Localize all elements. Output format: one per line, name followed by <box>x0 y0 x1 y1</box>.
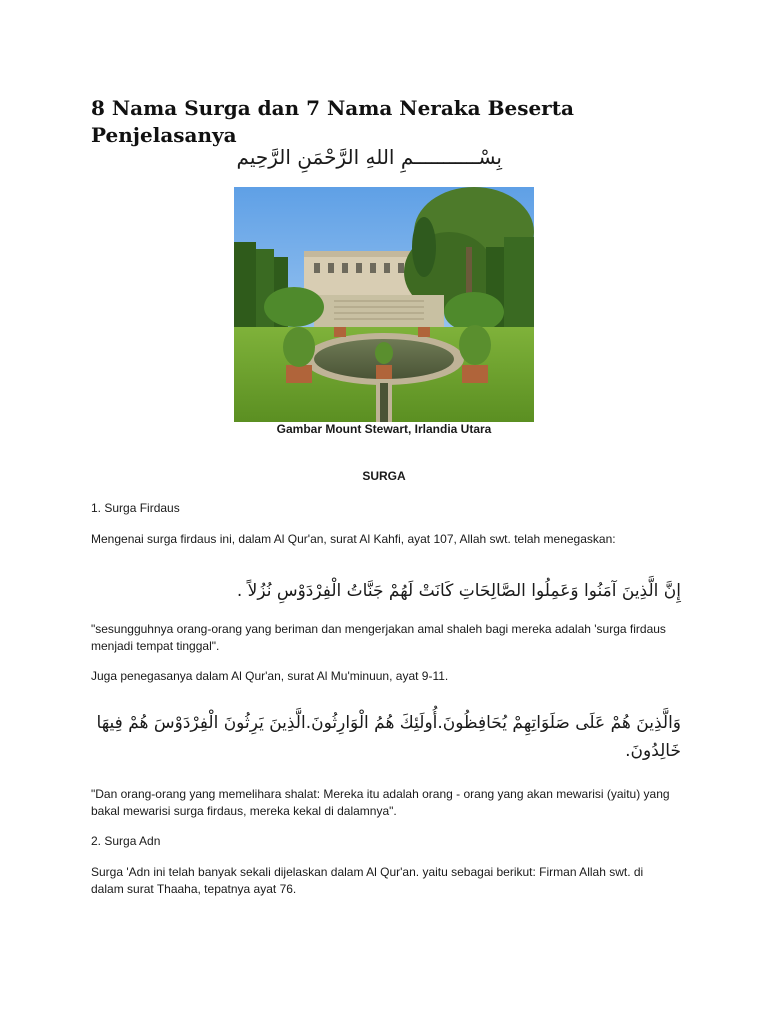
basmala-text: بِسْـــــــــــمِ اللهِ الرَّحْمَنِ الرَّحِيم <box>236 145 502 169</box>
paragraph-firdaus-translation-2: "Dan orang-orang yang memelihara shalat: Mereka itu adalah orang - orang yang akan mewarisi (yaitu) yang bakal mewarisi surga firdaus, mereka kekal di dalamnya". <box>91 787 670 818</box>
document-title: 8 Nama Surga dan 7 Nama Neraka Beserta Penjelasanya <box>91 96 574 147</box>
section-heading-surga: SURGA <box>362 469 406 483</box>
garden-photo <box>234 187 534 422</box>
paragraph-firdaus-intro-2: Juga penegasanya dalam Al Qur'an, surat Al Mu'minuun, ayat 9-11. <box>91 669 449 683</box>
photo-caption: Gambar Mount Stewart, Irlandia Utara <box>276 422 492 436</box>
arabic-verse-al-muminuun: وَالَّذِينَ هُمْ عَلَى صَلَوَاتِهِمْ يُحَافِظُونَ.أُولَئِكَ هُمُ الْوَارِثُونَ.الَّذِينَ يَرِثُونَ الْفِرْدَوْسَ هُمْ فِيهَا خَالِدُونَ. <box>96 713 681 761</box>
garden-illustration <box>234 187 534 422</box>
item-heading-firdaus: 1. Surga Firdaus <box>91 501 180 515</box>
item-heading-adn: 2. Surga Adn <box>91 834 161 848</box>
arabic-verse-al-kahfi: إِنَّ الَّذِينَ آمَنُوا وَعَمِلُوا الصَّالِحَاتِ كَانَتْ لَهُمْ جَنَّاتُ الْفِرْدَوْسِ نُزُلاً . <box>236 581 681 601</box>
paragraph-firdaus-intro: Mengenai surga firdaus ini, dalam Al Qur'an, surat Al Kahfi, ayat 107, Allah swt. telah menegaskan: <box>91 532 616 546</box>
paragraph-firdaus-translation-1: "sesungguhnya orang-orang yang beriman dan mengerjakan amal shaleh bagi mereka adalah 'surga firdaus menjadi tempat tinggal". <box>91 622 666 653</box>
paragraph-adn-intro: Surga 'Adn ini telah banyak sekali dijelaskan dalam Al Qur'an. yaitu sebagai berikut: Firman Allah swt. di dalam surat Thaaha, tepatnya ayat 76. <box>91 865 644 896</box>
